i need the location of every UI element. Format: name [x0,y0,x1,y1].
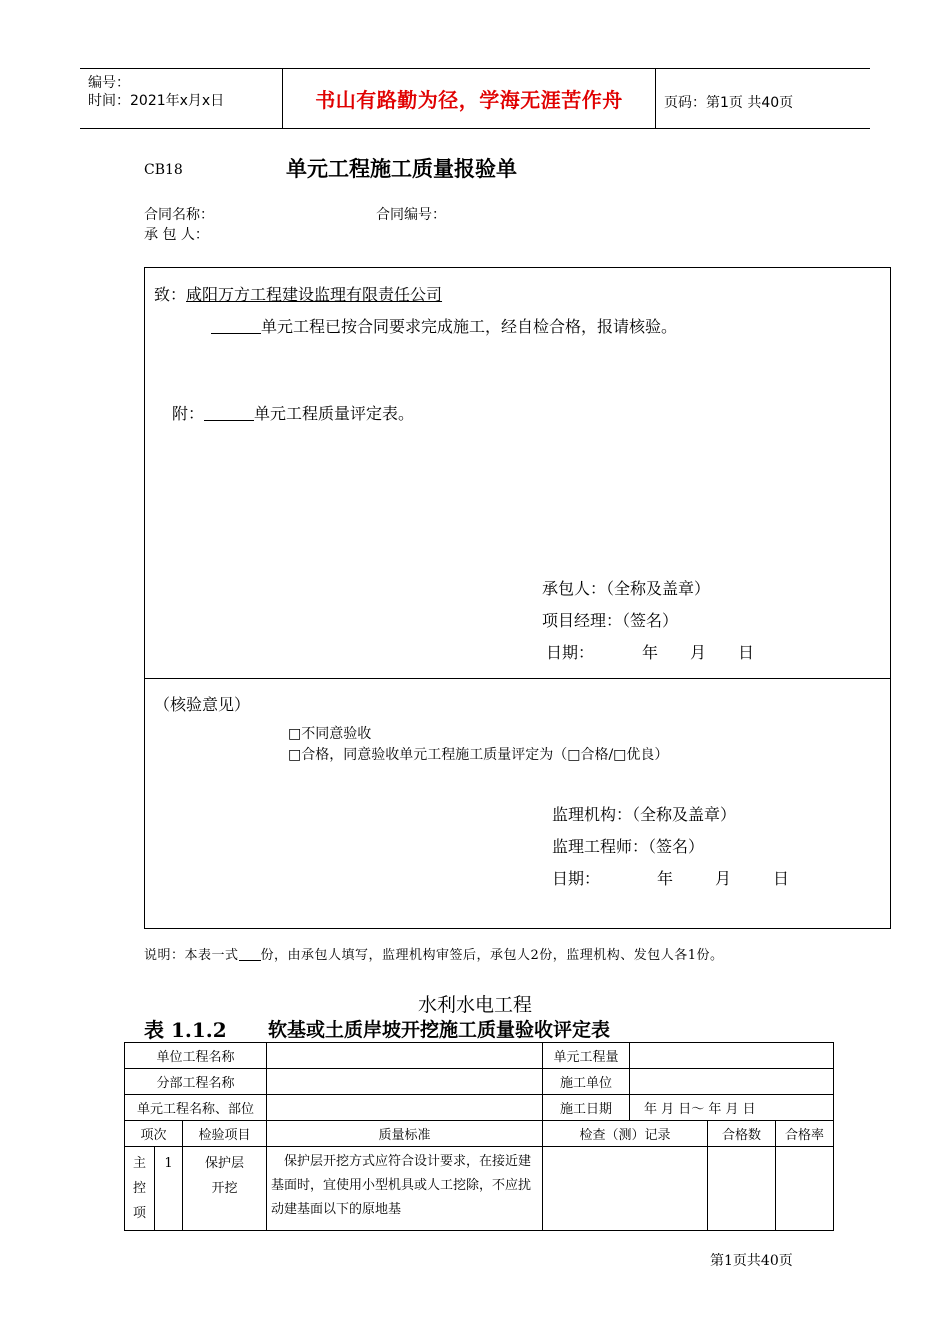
col-record: 检查（测）记录 [543,1121,708,1147]
main-control-label: 主控项 [125,1147,155,1231]
unit-work-quantity-label: 单元工程量 [543,1043,630,1069]
project-category: 水利水电工程 [417,994,532,1016]
date-label: 日期： [552,869,601,888]
to-label: 致： [154,285,187,304]
contract-name-label: 合同名称： [144,207,214,223]
unit-work-quantity-cell[interactable] [630,1043,834,1069]
attach-blank [204,405,254,421]
supervisor-engineer-signature: 监理工程师：（签名） [552,837,705,856]
supervisor-org-signature: 监理机构：（全称及盖章） [552,805,737,824]
col-pass-rate: 合格率 [776,1121,834,1147]
table-row [125,1043,834,1069]
row1-pass-rate-cell[interactable] [776,1147,834,1231]
form-title: 单元工程施工质量报验单 [286,157,517,181]
contractor-signature: 承包人：（全称及盖章） [542,579,711,598]
month-label: 月 [715,869,732,888]
option-reject: □不同意验收 [288,726,372,742]
unit-project-name-label: 单位工程名称 [125,1043,267,1069]
form-note [144,944,724,963]
col-item-no: 项次 [125,1121,183,1147]
form-section-divider [144,678,891,679]
date-label: 日期： [546,643,595,662]
header-bottom-rule [80,128,870,129]
construction-date-label: 施工日期 [543,1095,630,1121]
footer-page-number: 第1页共40页 [710,1253,793,1269]
construction-date-cell[interactable]: 年 月 日～ 年 月 日 [630,1095,834,1121]
month-label: 月 [690,643,707,662]
col-quality-standard: 质量标准 [267,1121,543,1147]
day-label: 日 [773,869,790,888]
contractor-label: 承 包 人： [144,227,209,243]
note-prefix: 说明：本表一式 [144,948,239,963]
contractor-date [546,640,776,663]
header-motto: 书山有路勤为径，学海无涯苦作舟 [315,88,623,112]
construction-unit-cell[interactable] [630,1069,834,1095]
header-divider [655,68,656,129]
addressee-line [154,282,442,305]
header-number-label: 编号： [88,75,130,91]
col-pass-count: 合格数 [708,1121,776,1147]
row1-record-cell[interactable] [543,1147,708,1231]
unit-work-blank [211,318,261,334]
header-time-label: 时间：2021年x月x日 [88,93,225,109]
table-row [125,1069,834,1095]
unit-work-name-location-cell[interactable] [267,1095,543,1121]
year-label: 年 [642,643,659,662]
day-label: 日 [738,643,755,662]
copies-blank [239,947,261,961]
report-form-box [144,267,891,929]
year-label: 年 [657,869,674,888]
project-manager-signature: 项目经理：（签名） [542,611,679,630]
addressee-company: 咸阳万方工程建设监理有限责任公司 [186,285,443,304]
table-title: 软基或土质岸坡开挖施工质量验收评定表 [268,1019,611,1041]
table-row [125,1095,834,1121]
unit-project-name-cell[interactable] [267,1043,543,1069]
evaluation-table [124,1042,834,1231]
col-inspect-item: 检验项目 [183,1121,267,1147]
row1-quality-standard: 保护层开挖方式应符合设计要求，在接近建基面时，宜使用小型机具或人工挖除，不应扰动建基面以下的原地基 [267,1147,543,1231]
row1-item-no: 1 [155,1147,183,1231]
table-number: 表 1.1.2 [144,1018,227,1042]
division-project-name-cell[interactable] [267,1069,543,1095]
submission-statement [211,314,677,337]
row1-pass-count-cell[interactable] [708,1147,776,1231]
unit-work-name-location-label: 单元工程名称、部位 [125,1095,267,1121]
option-accept: □合格，同意验收单元工程施工质量评定为（□合格/□优良） [288,747,669,763]
attach-label: 附： [172,404,205,423]
form-code: CB18 [144,162,183,178]
table-row [125,1147,834,1231]
construction-unit-label: 施工单位 [543,1069,630,1095]
header-page-info: 页码：第1页 共40页 [664,95,794,111]
review-title: （核验意见） [154,695,251,714]
attach-text: 单元工程质量评定表。 [254,404,415,423]
note-suffix: 份，由承包人填写，监理机构审签后，承包人2份，监理机构、发包人各1份。 [260,948,724,963]
division-project-name-label: 分部工程名称 [125,1069,267,1095]
supervisor-date [552,866,792,889]
attachment-line [172,401,414,424]
header-top-rule [80,68,870,69]
submission-text: 单元工程已按合同要求完成施工，经自检合格，报请核验。 [261,317,678,336]
row1-inspect-item: 保护层开挖 [183,1147,267,1231]
contract-no-label: 合同编号： [376,207,446,223]
table-header-row [125,1121,834,1147]
